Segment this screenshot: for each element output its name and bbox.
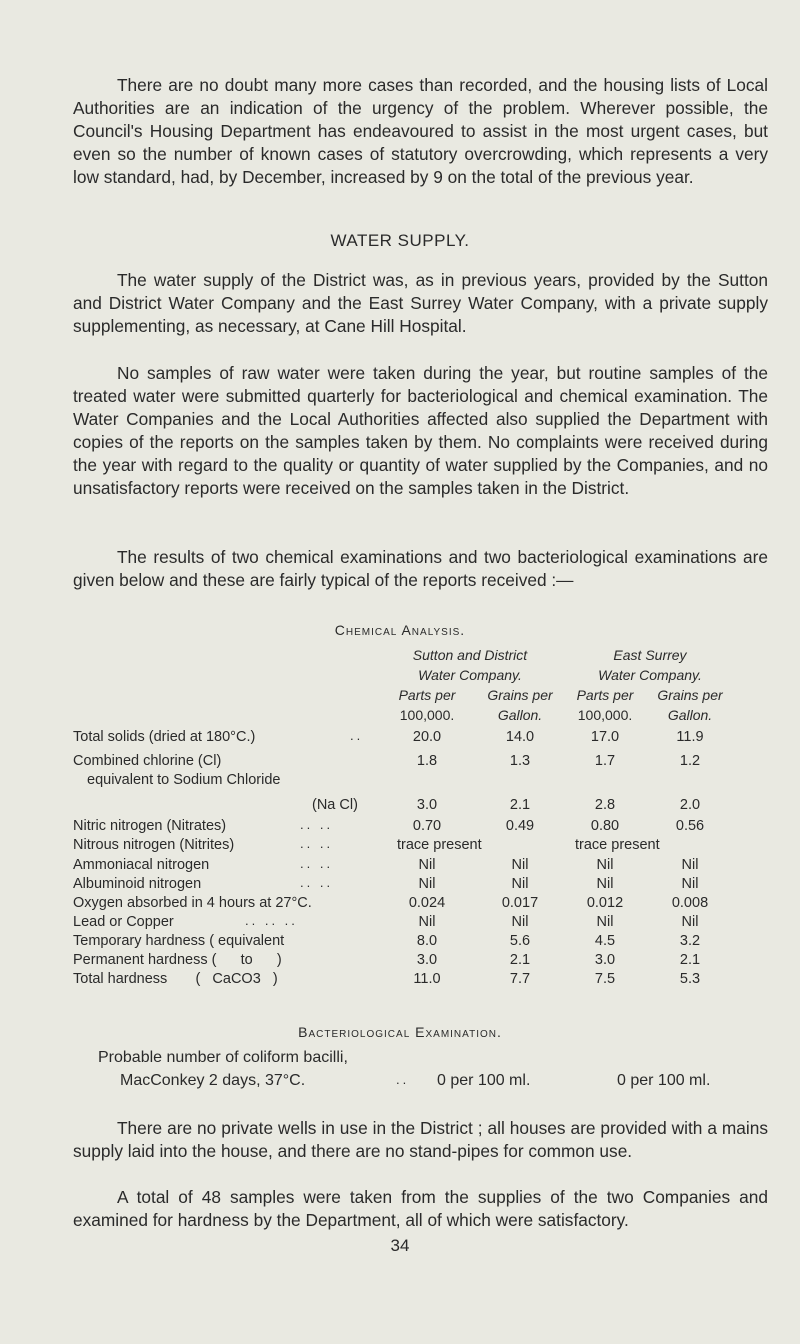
row-label: (Na Cl) — [312, 797, 358, 813]
table-cell: 5.3 — [679, 971, 701, 987]
company2-header: East Surrey Water Company. — [598, 647, 702, 683]
table-cell: Nil — [418, 857, 436, 873]
row-label: Ammoniacal nitrogen — [73, 857, 210, 873]
table-cell: Nil — [681, 914, 699, 930]
unit-header: Grains per Gallon. — [657, 687, 723, 723]
paragraph-overcrowding: There are no doubt many more cases than recorded, and the housing lists of Local Authorities are an indication of the urgency of the problem. Wherever possible, the Council's Housing Department has endeavoured to assist in the most urgent cases, but even so the number of known cases of statutory overcrowding, which represents a very low standard, had, by December, increased by 9 on the total of the previous year. — [73, 75, 768, 187]
table-cell: 1.7 — [594, 753, 616, 769]
table-cell: 1.2 — [679, 753, 701, 769]
table-cell: 1.8 — [416, 753, 438, 769]
table-cell: 0 per 100 ml. — [617, 1072, 711, 1089]
table-cell: 0.56 — [675, 818, 705, 834]
table-cell: Nil — [511, 914, 529, 930]
table-cell: 2.1 — [509, 952, 531, 968]
table-cell: 3.0 — [416, 797, 438, 813]
paragraph-samples: No samples of raw water were taken during the year, but routine samples of the treated water were submitted quarterly for bacteriological and chemical examination. The Water Companies and the Local Authorities affected also supplied the Department with copies of the reports on the samples taken by them. No complaints were received during the year with regard to the quality or quantity of water supplied by the Companies, and no unsatisfactory reports were received on the samples taken in the District. — [73, 363, 768, 498]
bacteriological-title: Bacteriological Examination. — [298, 1024, 502, 1040]
table-cell: 2.1 — [509, 797, 531, 813]
bacteriological-label: MacConkey 2 days, 37°C. — [120, 1072, 306, 1089]
row-label: Total solids (dried at 180°C.) — [73, 729, 256, 745]
table-cell: 1.3 — [509, 753, 531, 769]
table-cell: Nil — [596, 876, 614, 892]
leader-dots: .. .. — [300, 817, 334, 832]
row-label: Total hardness ( CaCO3 ) — [73, 971, 278, 987]
table-cell: 0.017 — [501, 895, 539, 911]
paragraph-results: The results of two chemical examinations and two bacteriological examinations are given below and these are fairly typical of the reports received :— — [73, 547, 768, 590]
table-cell: Nil — [596, 914, 614, 930]
chemical-analysis-title: Chemical Analysis. — [334, 622, 466, 638]
table-cell: 11.0 — [413, 971, 441, 987]
bacteriological-label: Probable number of coliform bacilli, — [98, 1049, 348, 1066]
paragraph-water-supply: The water supply of the District was, as in previous years, provided by the Sutton and District Water Company and the East Surrey Water Company, with a private supply supplementing, as necessary, at Cane Hill Hospital. — [73, 270, 768, 336]
table-cell: 3.2 — [679, 933, 701, 949]
row-label: Combined chlorine (Cl) — [73, 753, 222, 769]
unit-header: Grains per Gallon. — [487, 687, 553, 723]
leader-dots: .. — [350, 728, 364, 743]
table-cell: Nil — [511, 876, 529, 892]
table-cell: 3.0 — [416, 952, 438, 968]
table-cell: 17.0 — [590, 729, 620, 745]
table-cell: 0.012 — [586, 895, 624, 911]
table-cell: 2.8 — [594, 797, 616, 813]
water-supply-heading: WATER SUPPLY. — [330, 231, 470, 250]
row-label: Nitrous nitrogen (Nitrites) — [73, 837, 235, 853]
table-cell: 0.024 — [408, 895, 446, 911]
row-label: equivalent to Sodium Chloride — [87, 772, 281, 788]
table-cell: trace present — [397, 837, 482, 853]
table-cell: 4.5 — [594, 933, 616, 949]
table-cell: 0.49 — [505, 818, 535, 834]
table-cell: Nil — [511, 857, 529, 873]
table-cell: 5.6 — [509, 933, 531, 949]
table-cell: Nil — [418, 876, 436, 892]
page-number: 34 — [390, 1236, 410, 1255]
table-cell: 2.1 — [679, 952, 701, 968]
leader-dots: .. — [396, 1072, 410, 1087]
paragraph-hardness-samples: A total of 48 samples were taken from the supplies of the two Companies and examined for hardness by the Department, all of which were satisfactory. — [73, 1187, 768, 1230]
row-label: Oxygen absorbed in 4 hours at 27°C. — [73, 895, 312, 911]
row-label: Temporary hardness ( equivalent — [73, 933, 285, 949]
table-cell: 0.70 — [412, 818, 442, 834]
table-cell: Nil — [681, 876, 699, 892]
table-cell: 0 per 100 ml. — [437, 1072, 531, 1089]
table-cell: 2.0 — [679, 797, 701, 813]
table-cell: Nil — [596, 857, 614, 873]
unit-header: Parts per 100,000. — [398, 687, 456, 723]
table-cell: 7.5 — [594, 971, 616, 987]
leader-dots: .. .. — [300, 856, 334, 871]
table-cell: trace present — [575, 837, 660, 853]
row-label: Nitric nitrogen (Nitrates) — [73, 818, 227, 834]
table-cell: 8.0 — [416, 933, 438, 949]
row-label: Lead or Copper — [73, 914, 174, 930]
paragraph-private-wells: There are no private wells in use in the District ; all houses are provided with a mains supply laid into the house, and there are no stand-pipes for common use. — [73, 1118, 768, 1161]
table-cell: Nil — [418, 914, 436, 930]
table-cell: 20.0 — [412, 729, 442, 745]
leader-dots: .. .. .. — [245, 913, 298, 928]
unit-header: Parts per 100,000. — [576, 687, 634, 723]
leader-dots: .. .. — [300, 836, 334, 851]
table-cell: Nil — [681, 857, 699, 873]
table-cell: 0.008 — [671, 895, 709, 911]
leader-dots: .. .. — [300, 875, 334, 890]
table-cell: 0.80 — [590, 818, 620, 834]
company1-header: Sutton and District Water Company. — [412, 647, 528, 683]
row-label: Permanent hardness ( to ) — [73, 952, 282, 968]
row-label: Albuminoid nitrogen — [73, 876, 202, 892]
table-cell: 3.0 — [594, 952, 616, 968]
table-cell: 11.9 — [676, 729, 704, 745]
table-cell: 14.0 — [505, 729, 535, 745]
table-cell: 7.7 — [509, 971, 531, 987]
